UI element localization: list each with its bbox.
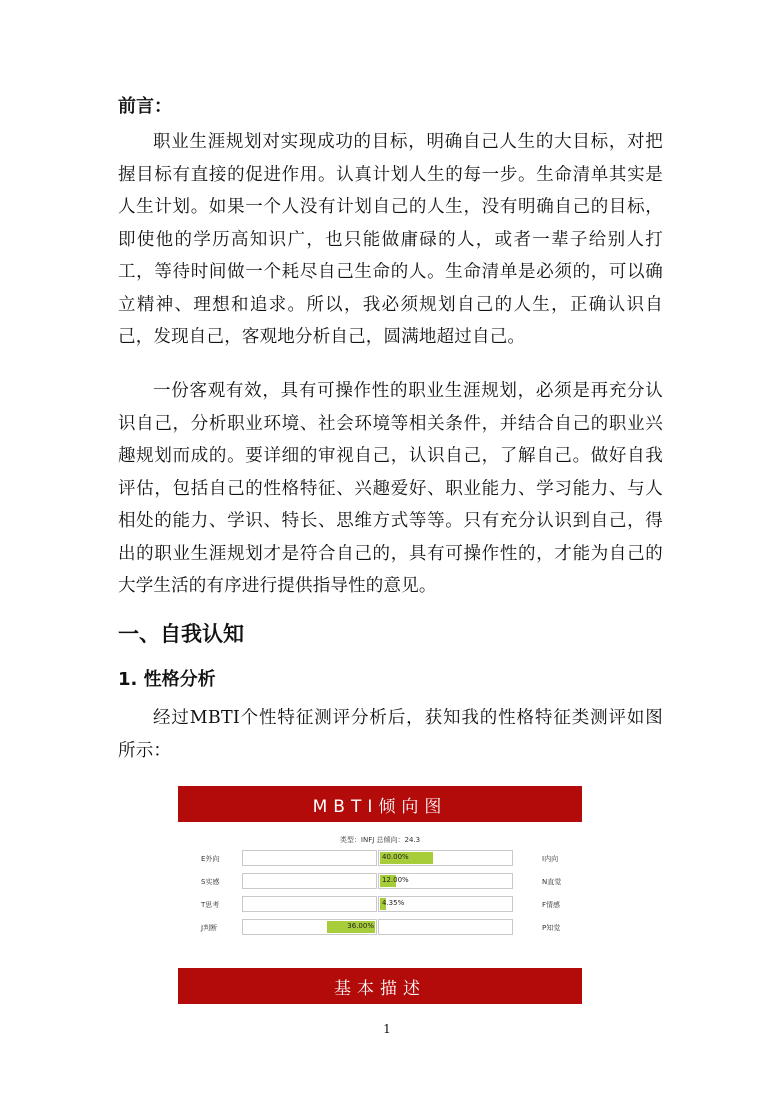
mbti-right-track <box>378 896 513 912</box>
mbti-left-label: E外向 <box>201 855 220 863</box>
mbti-value-label: 4.35% <box>382 899 405 907</box>
page-number: 1 <box>383 1022 391 1036</box>
section-heading-self-cognition: 一、自我认知 <box>118 622 244 646</box>
mbti-left-label: T思考 <box>201 901 220 909</box>
mbti-left-label: J判断 <box>201 924 218 932</box>
mbti-right-track <box>378 873 513 889</box>
mbti-summary: 类型：INFJ 总倾向：24.3 <box>339 836 421 844</box>
mbti-value-label: 12.00% <box>382 876 409 884</box>
mbti-left-track <box>242 850 377 866</box>
mbti-right-label: N直觉 <box>542 878 562 886</box>
preface-paragraph-2: 一份客观有效，具有可操作性的职业生涯规划，必须是再充分认识自己，分析职业环境、社会环境等相关条件，并结合自己的职业兴趣规划而成的。要详细的审视自己，认识自己，了解自己。做好自我评估，包括自己的性格特征、兴趣爱好、职业能力、学习能力、与人相处的能力、学识、特长、思维方式等等。只有充分认识到自己，得出的职业生涯规划才是符合自己的，具有可操作性的，才能为自己的大学生活的有序进行提供指导性的意见。 <box>118 381 663 596</box>
mbti-value-label: 36.00% <box>347 922 374 930</box>
mbti-left-label: S实感 <box>201 878 220 886</box>
mbti-chart-banner: MBTI倾向图 <box>178 786 582 822</box>
mbti-right-label: P知觉 <box>542 924 561 932</box>
mbti-row <box>178 919 582 937</box>
subsection-heading-personality: 1. 性格分析 <box>118 669 216 690</box>
mbti-chart <box>178 822 582 968</box>
mbti-right-label: I内向 <box>542 855 559 863</box>
mbti-right-label: F情感 <box>542 901 561 909</box>
mbti-row <box>178 873 582 891</box>
mbti-left-track <box>242 896 377 912</box>
mbti-left-track <box>242 873 377 889</box>
mbti-row <box>178 850 582 868</box>
mbti-left-track <box>242 919 377 935</box>
basic-description-banner: 基本描述 <box>178 968 582 1004</box>
mbti-value-label: 40.00% <box>382 853 409 861</box>
mbti-row <box>178 896 582 914</box>
preface-paragraph-1: 职业生涯规划对实现成功的目标，明确自己人生的大目标，对把握目标有直接的促进作用。认真计划人生的每一步。生命清单其实是人生计划。如果一个人没有计划自己的人生，没有明确自己的目标，即使他的学历高知识广，也只能做庸碌的人，或者一辈子给别人打工，等待时间做一个耗尽自己生命的人。生命清单是必须的，可以确立精神、理想和追求。所以，我必须规划自己的人生，正确认识自己，发现自己，客观地分析自己，圆满地超过自己。 <box>118 132 663 347</box>
preface-heading: 前言： <box>118 96 172 117</box>
mbti-right-track <box>378 850 513 866</box>
personality-paragraph: 经过MBTI个性特征测评分析后，获知我的性格特征类测评如图所示： <box>118 708 663 761</box>
mbti-right-track <box>378 919 513 935</box>
mbti-figure <box>178 786 582 1004</box>
